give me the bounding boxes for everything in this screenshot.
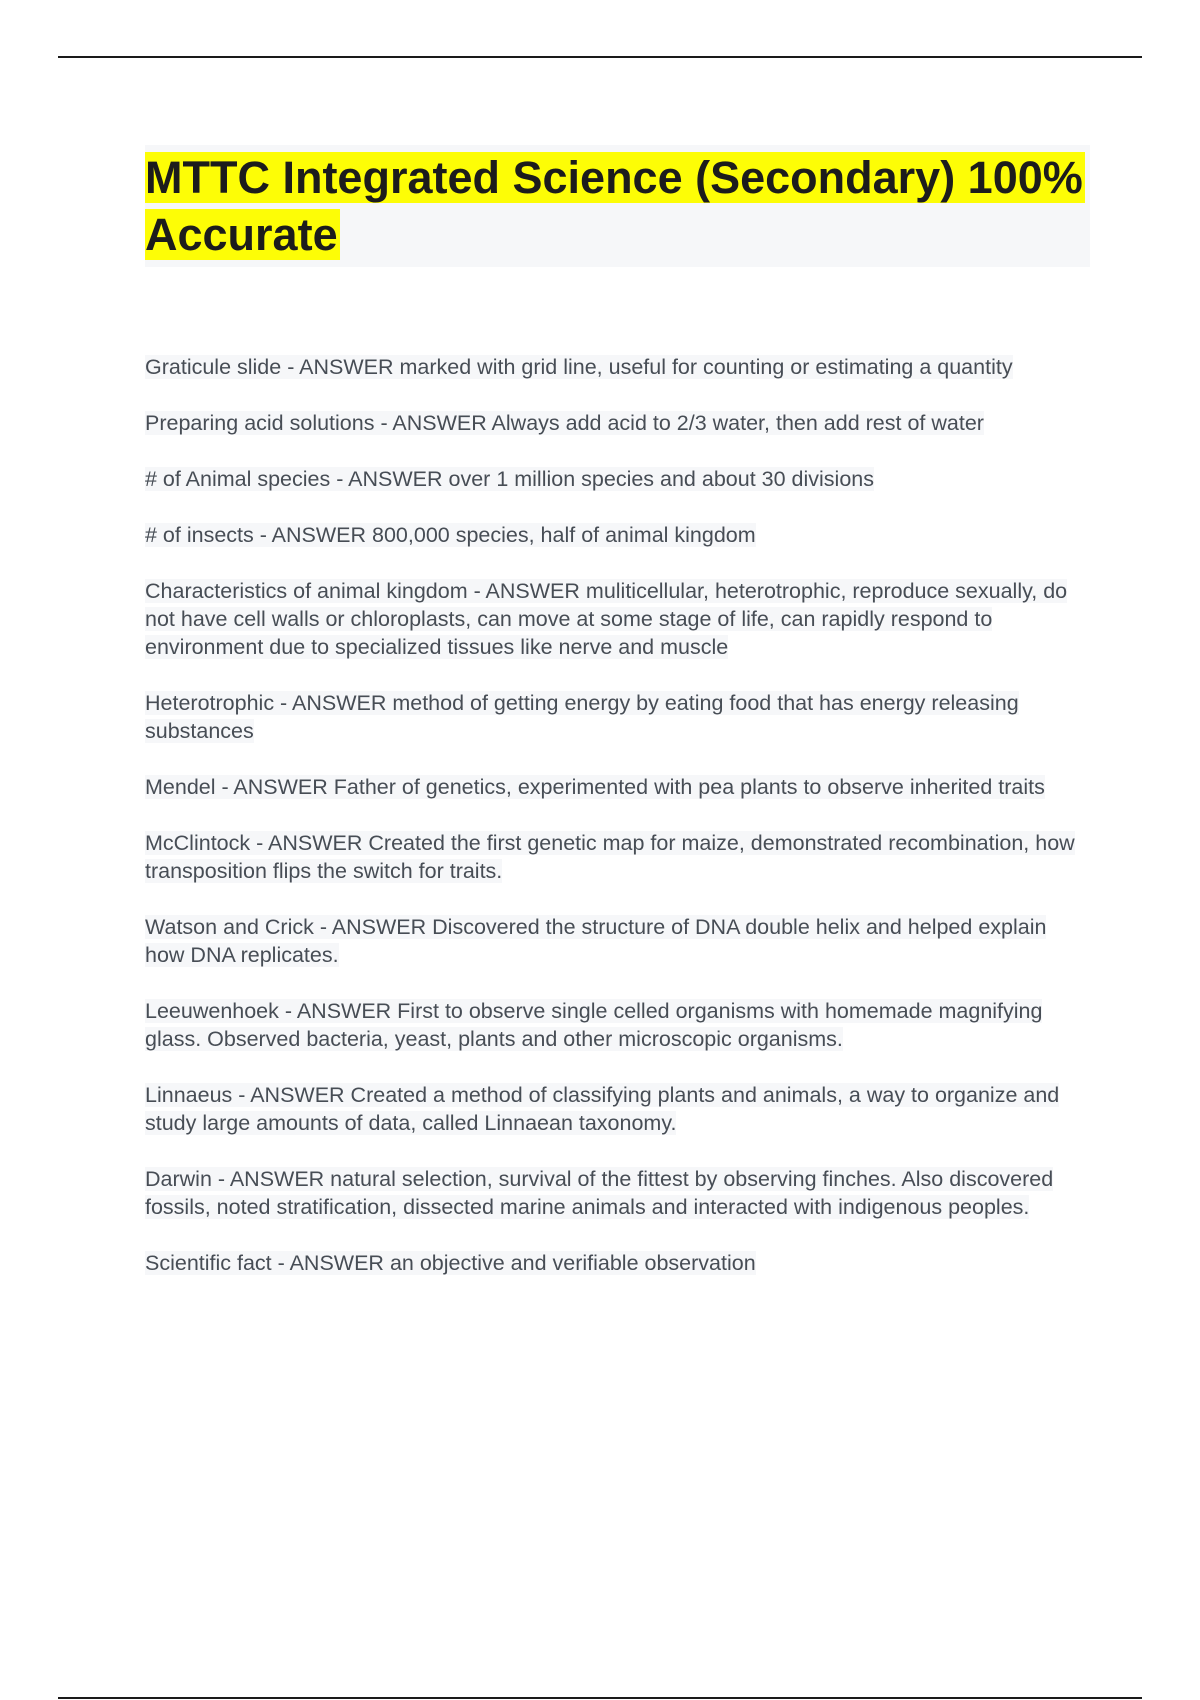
qa-separator: - ANSWER	[253, 523, 373, 547]
qa-separator: - ANSWER	[271, 1251, 390, 1275]
qa-term: McClintock	[145, 831, 251, 855]
qa-term: # of Animal species	[145, 467, 331, 491]
qa-separator: - ANSWER	[467, 579, 586, 603]
qa-entry	[145, 409, 1090, 437]
qa-answer: First to observe single celled organisms with homemade magnifying glass. Observed bacteria, yeast, plants and other microscopic organisms.	[145, 999, 1043, 1051]
qa-term: Leeuwenhoek	[145, 999, 279, 1023]
qa-term: Heterotrophic	[145, 691, 275, 715]
qa-entry	[145, 521, 1090, 549]
qa-term: Characteristics of animal kingdom	[145, 579, 468, 603]
bottom-rule	[58, 1697, 1142, 1699]
qa-entry	[145, 773, 1090, 801]
qa-separator: - ANSWER	[281, 355, 400, 379]
qa-answer: Father of genetics, experimented with pea plants to observe inherited traits	[333, 775, 1045, 799]
qa-answer: Created the first genetic map for maize, demonstrated recombination, how transposition flips the switch for traits.	[145, 831, 1075, 883]
qa-entry	[145, 1081, 1090, 1137]
qa-entry	[145, 1249, 1090, 1277]
qa-answer: natural selection, survival of the fittest by observing finches. Also discovered fossils, noted stratification, dissected marine animals and interacted with indigenous peoples.	[145, 1167, 1054, 1219]
qa-separator: - ANSWER	[274, 691, 393, 715]
qa-term: Scientific fact	[145, 1251, 272, 1275]
document-body	[145, 145, 1090, 1305]
qa-answer: Discovered the structure of DNA double helix and helped explain how DNA replicates.	[145, 915, 1047, 967]
qa-entry	[145, 829, 1090, 885]
qa-answer: Created a method of classifying plants and animals, a way to organize and study large amounts of data, called Linnaean taxonomy.	[145, 1083, 1060, 1135]
qa-separator: - ANSWER	[278, 999, 398, 1023]
document-title	[145, 149, 1090, 263]
qa-separator: - ANSWER	[211, 1167, 331, 1191]
qa-term: # of insects	[145, 523, 254, 547]
qa-separator: - ANSWER	[374, 411, 492, 435]
qa-answer: marked with grid line, useful for counting or estimating a quantity	[399, 355, 1013, 379]
qa-term: Mendel	[145, 775, 216, 799]
qa-answer: over 1 million species and about 30 divisions	[448, 467, 874, 491]
title-block	[145, 145, 1090, 267]
qa-answer: muliticellular, heterotrophic, reproduce sexually, do not have cell walls or chloroplasts, can move at some stage of life, can rapidly respond to environment due to specialized tissues like nerve and muscle	[145, 579, 1068, 659]
qa-separator: - ANSWER	[232, 1083, 351, 1107]
qa-term: Darwin	[145, 1167, 212, 1191]
qa-separator: - ANSWER	[313, 915, 433, 939]
qa-entry	[145, 353, 1090, 381]
qa-separator: - ANSWER	[250, 831, 369, 855]
qa-answer: an objective and verifiable observation	[389, 1251, 756, 1275]
qa-entry	[145, 577, 1090, 661]
qa-separator: - ANSWER	[215, 775, 334, 799]
qa-list	[145, 353, 1090, 1277]
qa-entry	[145, 689, 1090, 745]
qa-entry	[145, 913, 1090, 969]
qa-separator: - ANSWER	[330, 467, 449, 491]
qa-answer: method of getting energy by eating food that has energy releasing substances	[145, 691, 1019, 743]
title-highlight: MTTC Integrated Science (Secondary) 100% Accurate	[145, 152, 1083, 260]
qa-term: Preparing acid solutions	[145, 411, 375, 435]
qa-term: Watson and Crick	[145, 915, 314, 939]
top-rule	[58, 56, 1142, 58]
qa-answer: 800,000 species, half of animal kingdom	[372, 523, 756, 547]
qa-answer: Always add acid to 2/3 water, then add rest of water	[491, 411, 984, 435]
qa-entry	[145, 997, 1090, 1053]
qa-term: Linnaeus	[145, 1083, 233, 1107]
qa-entry	[145, 465, 1090, 493]
qa-term: Graticule slide	[145, 355, 282, 379]
qa-entry	[145, 1165, 1090, 1221]
